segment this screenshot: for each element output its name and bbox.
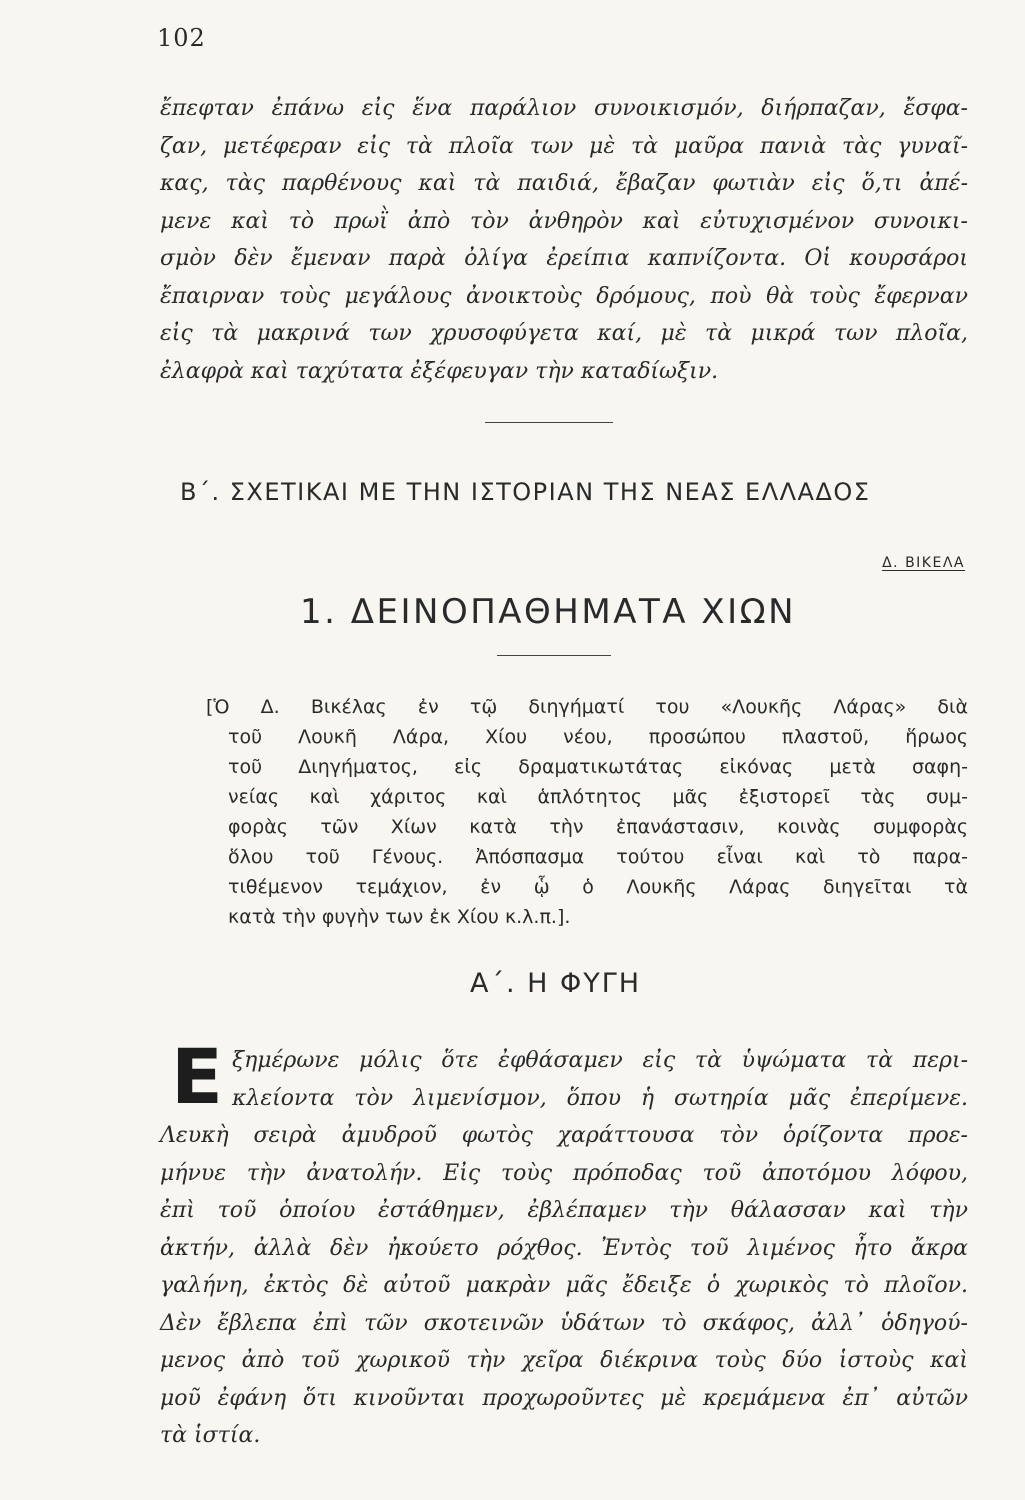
intro-line: ὅλου τοῦ Γένους. Ἀπόσπασμα τούτου εἶναι καὶ τὸ παρα- <box>228 846 968 868</box>
text-line: ἔπαιρναν τοὺς μεγάλους ἀνοικτοὺς δρόμους, ποὺ θὰ τοὺς ἔφερναν <box>160 283 968 309</box>
text-line: Δὲν ἔβλεπα ἐπὶ τῶν σκοτεινῶν ὑδάτων τὸ σκάφος, ἀλλ᾽ ὁδηγού- <box>160 1310 968 1336</box>
text-line: ἀκτήν, ἀλλὰ δὲν ἠκούετο ρόχθος. Ἐντὸς τοῦ λιμένος ἦτο ἄκρα <box>160 1235 968 1261</box>
text-line: μενε καὶ τὸ πρωῒ ἀπὸ τὸν ἀνθηρὸν καὶ εὐτυχισμένον συνοικι- <box>160 208 968 234</box>
intro-line: τιθέμενον τεμάχιον, ἐν ᾧ ὁ Λουκῆς Λάρας διηγεῖται τὰ <box>228 876 968 898</box>
intro-line: νείας καὶ χάριτος καὶ ἁπλότητος μᾶς ἐξιστορεῖ τὰς συμ- <box>228 786 968 808</box>
intro-note <box>206 692 968 932</box>
text-line: τὰ ἱστία. <box>160 1423 261 1448</box>
text-line: μοῦ ἐφάνη ὅτι κινοῦνται προχωροῦντες μὲ κρεμάμενα ἐπ᾽ αὐτῶν <box>160 1385 968 1411</box>
text-line: ἔπεφταν ἐπάνω εἰς ἕνα παράλιον συνοικισμόν, διήρπαζαν, ἔσφα- <box>160 96 968 121</box>
chapter-title: 1. ΔΕΙΝΟΠΑΘΗΜΑΤΑ ΧΙΩΝ <box>300 592 797 632</box>
paragraph-2 <box>160 1032 968 1455</box>
text-line: Λευκὴ σειρὰ ἀμυδροῦ φωτὸς χαράττουσα τὸν ὁρίζοντα προε- <box>160 1123 968 1148</box>
intro-line: κατὰ τὴν φυγὴν των ἐκ Χίου κ.λ.π.]. <box>228 906 571 928</box>
drop-cap: Ε <box>171 1032 223 1121</box>
text-line: γαλήνη, ἐκτὸς δὲ αὐτοῦ μακρὰν μᾶς ἔδειξε ὁ χωρικὸς τὸ πλοῖον. <box>160 1273 968 1298</box>
text-line: ξημέρωνε μόλις ὅτε ἐφθάσαμεν εἰς τὰ ὑψώματα τὰ περι- <box>232 1048 968 1073</box>
intro-line: τοῦ Λουκῆ Λάρα, Χίου νέου, προσώπου πλαστοῦ, ἥρωος <box>228 726 968 748</box>
text-line: μήνυε τὴν ἀνατολήν. Εἰς τοὺς πρόποδας τοῦ ἀποτόμου λόφου, <box>160 1160 968 1186</box>
text-line: ζαν, μετέφεραν εἰς τὰ πλοῖα των μὲ τὰ μαῦρα πανιὰ τὰς γυναῖ- <box>160 133 968 159</box>
intro-line: φορὰς τῶν Χίων κατὰ τὴν ἐπανάστασιν, κοινὰς συμφορὰς <box>228 816 968 838</box>
text-line: μενος ἀπὸ τοῦ χωρικοῦ τὴν χεῖρα διέκρινα τοὺς δύο ἱστοὺς καὶ <box>160 1348 968 1373</box>
intro-line: [Ὁ Δ. Βικέλας ἐν τῷ διηγήματί του «Λουκῆς Λάρας» διὰ <box>206 696 968 718</box>
chapter-rule <box>497 655 611 656</box>
text-line: κλείοντα τὸν λιμενίσμον, ὅπου ἡ σωτηρία μᾶς ἐπερίμενε. <box>232 1085 968 1111</box>
separator-rule <box>485 422 613 423</box>
text-line: σμὸν δὲν ἔμεναν παρὰ ὀλίγα ἐρείπια καπνίζοντα. Οἱ κουρσάροι <box>160 246 968 271</box>
intro-line: τοῦ Διηγήματος, εἰς δραματικωτάτας εἰκόνας μετὰ σαφη- <box>228 756 968 778</box>
subsection-title: Α΄. Η ΦΥΓΗ <box>470 968 642 999</box>
section-title: Β΄. ΣΧΕΤΙΚΑΙ ΜΕ ΤΗΝ ΙΣΤΟΡΙΑΝ ΤΗΣ ΝΕΑΣ ΕΛΛΑΔΟΣ <box>180 478 871 506</box>
text-line: ἐπὶ τοῦ ὁποίου ἐστάθημεν, ἐβλέπαμεν τὴν θάλασσαν καὶ τὴν <box>160 1198 968 1223</box>
text-line: εἰς τὰ μακρινά των χρυσοφύγετα καί, μὲ τὰ μικρά των πλοῖα, <box>160 321 968 346</box>
page-number: 102 <box>157 24 206 52</box>
text-line: ἐλαφρὰ καὶ ταχύτατα ἐξέφευγαν τὴν καταδίωξιν. <box>160 358 719 384</box>
paragraph-1 <box>160 90 968 390</box>
author-name: Δ. ΒΙΚΕΛΑ <box>882 555 965 571</box>
text-line: κας, τὰς παρθένους καὶ τὰ παιδιά, ἔβαζαν φωτιὰν εἰς ὅ,τι ἀπέ- <box>160 171 968 196</box>
